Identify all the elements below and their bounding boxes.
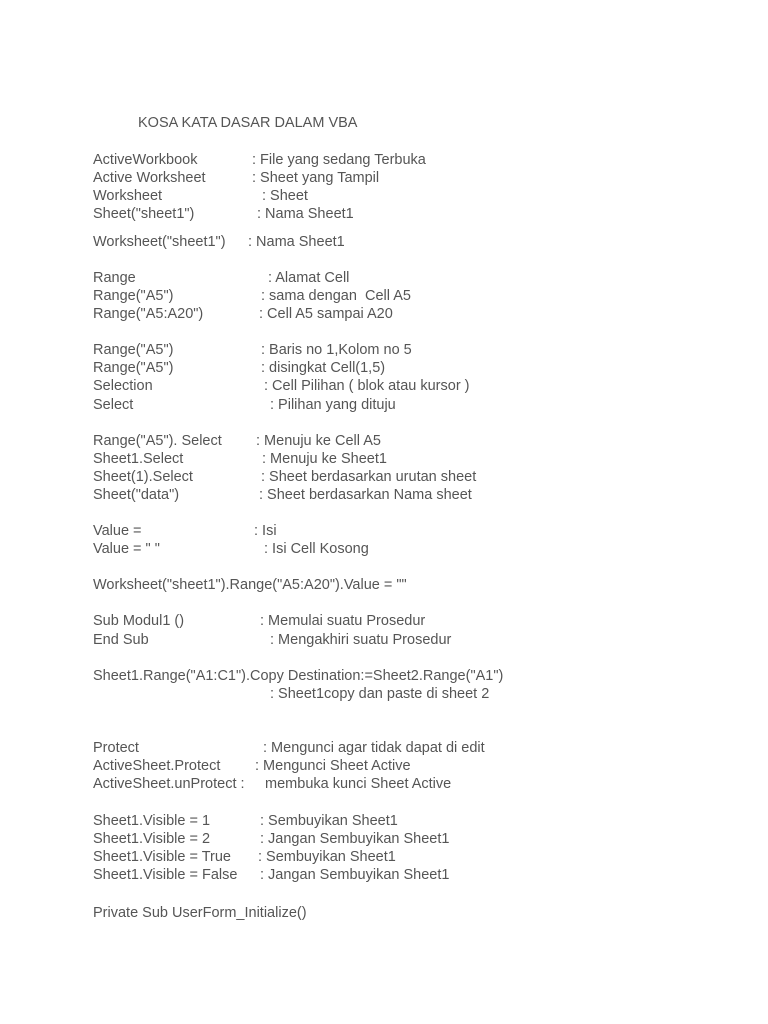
entry-line <box>93 287 411 305</box>
entry-line <box>93 830 450 848</box>
entry-definition: : Alamat Cell <box>268 270 350 286</box>
entry-term: Sheet1.Visible = False <box>93 867 238 883</box>
entry-line <box>93 341 412 359</box>
entry-line <box>93 812 398 830</box>
entry-definition: : Menuju ke Sheet1 <box>262 451 387 467</box>
entry-line <box>93 540 369 558</box>
entry-term: Range("A5") <box>93 288 174 304</box>
entry-definition: : Cell Pilihan ( blok atau kursor ) <box>264 378 470 394</box>
entry-term: Active Worksheet <box>93 170 206 186</box>
entry-line <box>93 432 381 450</box>
entry-line <box>93 468 477 486</box>
entry-definition: : Nama Sheet1 <box>248 234 345 250</box>
entry-line <box>93 848 396 866</box>
entry-term: Protect <box>93 740 139 756</box>
entry-term: Select <box>93 397 134 413</box>
entry-definition: : Mengunci Sheet Active <box>255 758 411 774</box>
entry-definition: : Sheet <box>262 188 308 204</box>
entry-line <box>93 904 307 922</box>
entry-definition: : Mengunci agar tidak dapat di edit <box>263 740 485 756</box>
entry-definition: : Memulai suatu Prosedur <box>260 613 426 629</box>
entry-line <box>93 305 393 323</box>
entry-line <box>93 685 490 703</box>
entry-line <box>93 269 350 287</box>
entry-line <box>93 359 386 377</box>
entry-line <box>93 233 345 251</box>
entry-definition: : Sembuyikan Sheet1 <box>258 849 396 865</box>
entry-definition: : Sheet berdasarkan Nama sheet <box>259 487 472 503</box>
entry-term: Range("A5:A20") <box>93 306 204 322</box>
entry-line <box>93 205 354 223</box>
entry-term: Value = " " <box>93 541 160 557</box>
entry-term: Private Sub UserForm_Initialize() <box>93 905 307 921</box>
document-title: KOSA KATA DASAR DALAM VBA <box>138 115 358 131</box>
entry-term: ActiveWorkbook <box>93 152 198 168</box>
entry-term: Sheet("data") <box>93 487 180 503</box>
entry-definition: : Jangan Sembuyikan Sheet1 <box>260 831 450 847</box>
entry-definition: membuka kunci Sheet Active <box>261 776 452 792</box>
entry-definition: : Mengakhiri suatu Prosedur <box>270 632 452 648</box>
entry-term: Sheet1.Visible = 1 <box>93 813 211 829</box>
entry-line <box>93 866 450 884</box>
entry-definition: : File yang sedang Terbuka <box>252 152 426 168</box>
entry-definition: : disingkat Cell(1,5) <box>261 360 386 376</box>
entry-definition: : Pilihan yang dituju <box>270 397 396 413</box>
entry-term: Range <box>93 270 136 286</box>
entry-definition: : sama dengan Cell A5 <box>261 288 411 304</box>
entry-term: Worksheet <box>93 188 163 204</box>
entry-line <box>93 151 426 169</box>
entry-term: Sheet1.Select <box>93 451 184 467</box>
entry-definition: : Cell A5 sampai A20 <box>259 306 393 322</box>
entry-term: Worksheet("sheet1").Range("A5:A20").Value = "" <box>93 577 407 593</box>
entry-line <box>93 522 277 540</box>
entry-line <box>93 377 470 395</box>
entry-term: Sheet1.Visible = 2 <box>93 831 211 847</box>
entry-line <box>93 775 452 793</box>
entry-term: ActiveSheet.Protect <box>93 758 221 774</box>
entry-definition: : Menuju ke Cell A5 <box>256 433 381 449</box>
entry-term: Sheet1.Range("A1:C1").Copy Destination:=Sheet2.Range("A1") <box>93 668 504 684</box>
entry-term: Range("A5") <box>93 342 174 358</box>
entry-line <box>93 667 504 685</box>
entry-term: Range("A5") <box>93 360 174 376</box>
entry-term: Selection <box>93 378 153 394</box>
entry-term: Sub Modul1 () <box>93 613 185 629</box>
entry-line <box>93 739 485 757</box>
entry-term: Sheet("sheet1") <box>93 206 195 222</box>
entry-term: Value = <box>93 523 142 539</box>
entry-line <box>93 450 387 468</box>
entry-definition: : Sheet yang Tampil <box>252 170 380 186</box>
entry-definition: : Sheet berdasarkan urutan sheet <box>261 469 477 485</box>
entry-line <box>93 612 426 630</box>
entry-definition: : Sheet1copy dan paste di sheet 2 <box>270 686 490 702</box>
entry-line <box>93 576 407 594</box>
entry-definition: : Jangan Sembuyikan Sheet1 <box>260 867 450 883</box>
entry-term: Worksheet("sheet1") <box>93 234 226 250</box>
entry-term: ActiveSheet.unProtect : <box>93 776 245 792</box>
entry-definition: : Isi <box>254 523 277 539</box>
entry-term: Range("A5"). Select <box>93 433 222 449</box>
entry-definition: : Sembuyikan Sheet1 <box>260 813 398 829</box>
entry-definition: : Isi Cell Kosong <box>264 541 369 557</box>
entry-term: End Sub <box>93 632 149 648</box>
entry-term: Sheet1.Visible = True <box>93 849 231 865</box>
entry-line <box>93 396 396 414</box>
entry-line <box>93 187 308 205</box>
entry-line <box>93 486 472 504</box>
entry-term: Sheet(1).Select <box>93 469 193 485</box>
entry-definition: : Baris no 1,Kolom no 5 <box>261 342 412 358</box>
entry-definition: : Nama Sheet1 <box>257 206 354 222</box>
entry-line <box>93 169 380 187</box>
entry-line <box>93 631 452 649</box>
entry-line <box>93 757 411 775</box>
